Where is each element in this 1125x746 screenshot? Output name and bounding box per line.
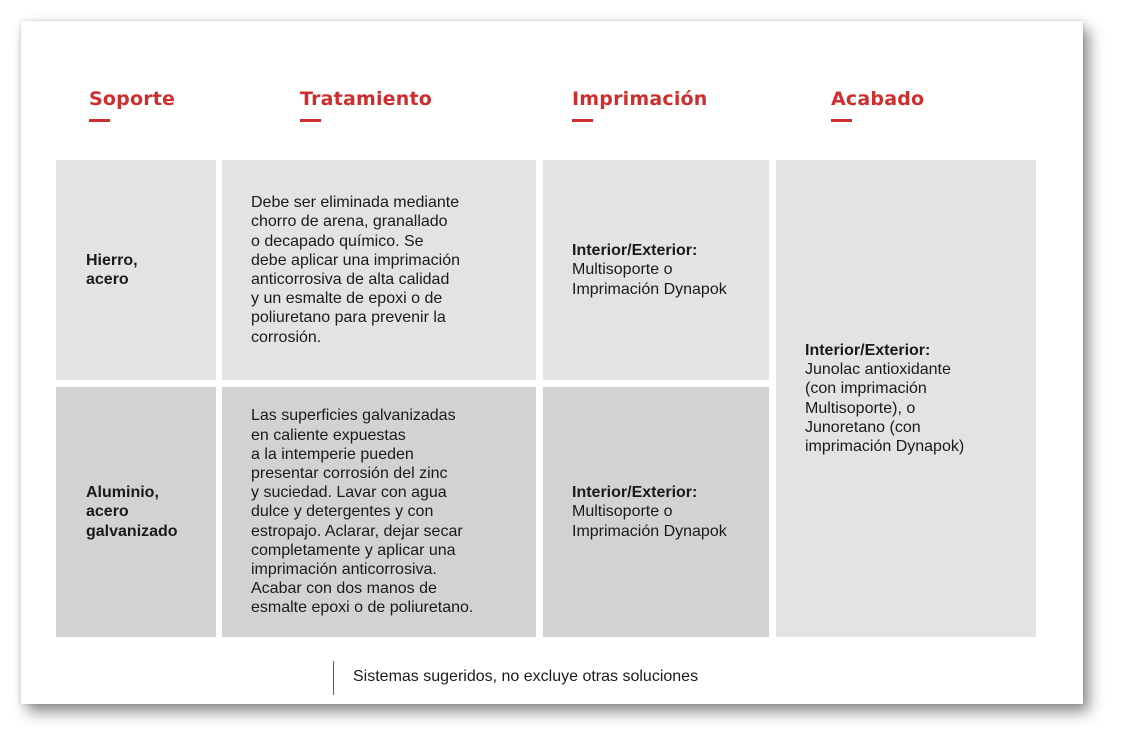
- row1-imprimacion-text: Multisoporte o Imprimación Dynapok: [572, 261, 727, 298]
- header-soporte-underline: [89, 119, 110, 122]
- document-card: [21, 21, 1083, 704]
- row2-soporte-cell: [56, 387, 216, 637]
- row1-soporte-cell: [56, 160, 216, 380]
- header-imprimacion: Imprimación: [572, 88, 708, 110]
- row2-imprimacion-text: Multisoporte o Imprimación Dynapok: [572, 503, 727, 540]
- row1-tratamiento-cell: [222, 160, 536, 380]
- header-acabado: Acabado: [831, 88, 925, 110]
- row1-soporte: Hierro, acero: [86, 251, 138, 288]
- row2-tratamiento-cell: [222, 387, 536, 637]
- header-acabado-underline: [831, 119, 852, 122]
- row1-imprimacion-cell: [543, 160, 769, 380]
- header-soporte: Soporte: [89, 88, 176, 110]
- acabado-text: Junolac antioxidante (con imprimación Multisoporte), o Junoretano (con imprimación Dynapok): [805, 361, 965, 455]
- row2-imprimacion-heading: Interior/Exterior:: [572, 484, 698, 502]
- header-tratamiento: Tratamiento: [300, 88, 433, 110]
- row1-imprimacion-heading: Interior/Exterior:: [572, 242, 698, 260]
- header-imprimacion-underline: [572, 119, 593, 122]
- row2-imprimacion-cell: [543, 387, 769, 637]
- footer-divider: [333, 661, 334, 695]
- acabado-cell: [776, 160, 1036, 637]
- row2-tratamiento: Las superficies galvanizadas en caliente expuestas a la intemperie pueden presentar corrosión del zinc y suciedad. Lavar con agua dulce y detergentes y con estropajo. Aclarar, dejar secar completamente y aplicar una imprimación anticorrosiva. Acabar con dos manos de esmalte epoxi o de poliuretano.: [251, 407, 474, 617]
- footer-note: Sistemas sugeridos, no excluye otras soluciones: [353, 668, 699, 685]
- header-tratamiento-underline: [300, 119, 321, 122]
- acabado-heading: Interior/Exterior:: [805, 341, 931, 359]
- row1-tratamiento: Debe ser eliminada mediante chorro de arena, granallado o decapado químico. Se debe aplicar una imprimación anticorrosiva de alta calidad y un esmalte de epoxi o de poliuretano para prevenir la corrosión.: [251, 194, 460, 346]
- row2-soporte: Aluminio, acero galvanizado: [86, 484, 178, 540]
